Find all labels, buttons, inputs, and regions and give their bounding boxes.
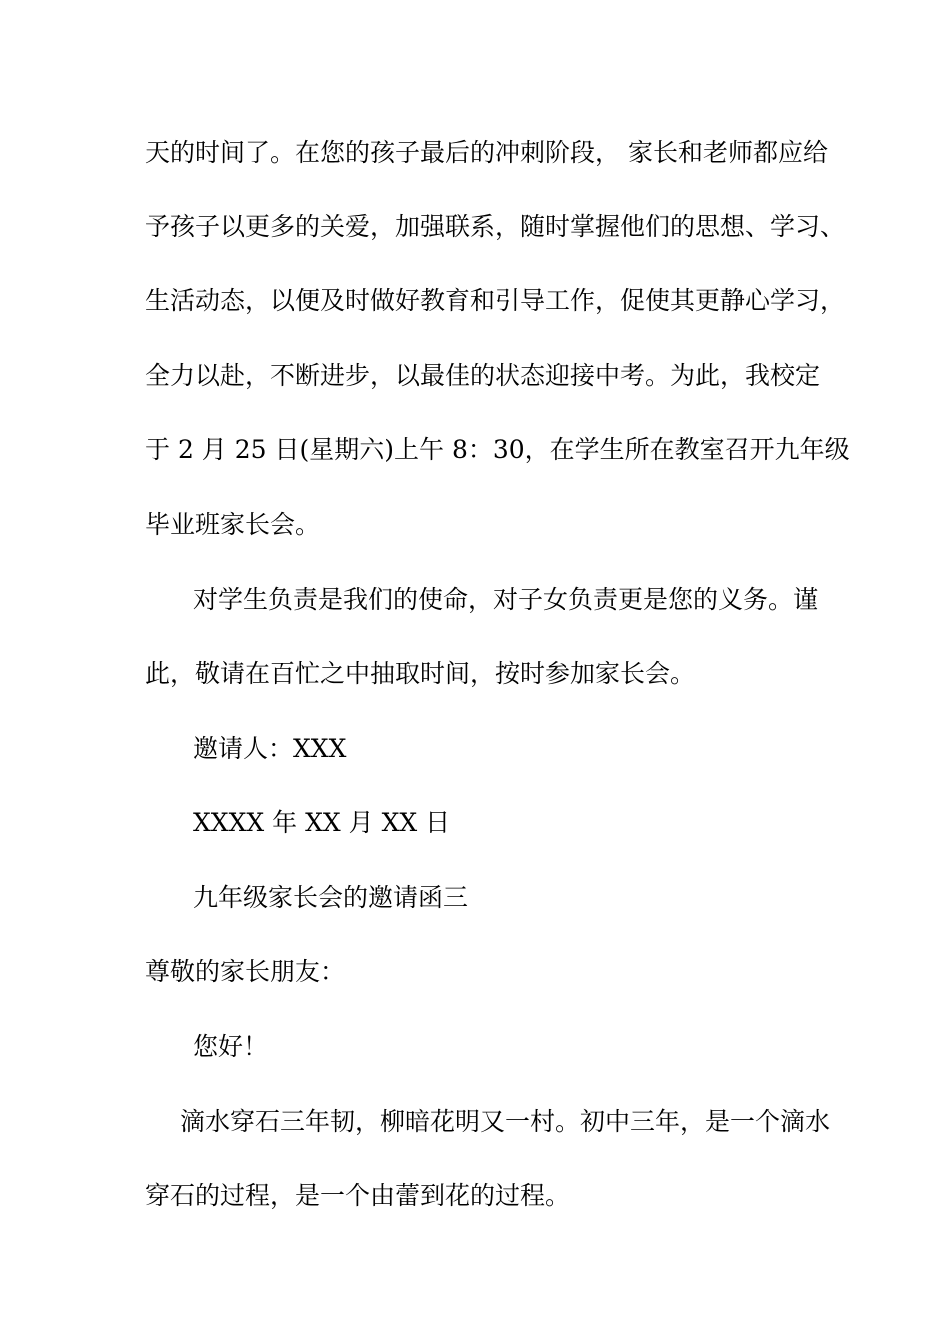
body-line-14: 滴水穿石三年韧，柳暗花明又一村。初中三年，是一个滴水 bbox=[180, 1107, 831, 1136]
body-line-8: 此，敬请在百忙之中抽取时间，按时参加家长会。 bbox=[145, 659, 696, 688]
date-line: XXXX 年 XX 月 XX 日 bbox=[193, 808, 451, 837]
greeting-line: 您好！ bbox=[193, 1032, 269, 1061]
body-line-3: 生活动态，以便及时做好教育和引导工作，促使其更静心学习， bbox=[145, 286, 846, 315]
body-line-7: 对学生负责是我们的使命，对子女负责更是您的义务。谨 bbox=[193, 585, 819, 614]
body-line-15: 穿石的过程，是一个由蕾到花的过程。 bbox=[145, 1181, 571, 1210]
body-line-2: 予孩子以更多的关爱，加强联系，随时掌握他们的思想、学习、 bbox=[145, 212, 846, 241]
section-heading: 九年级家长会的邀请函三 bbox=[193, 883, 469, 912]
body-line-4: 全力以赴，不断进步，以最佳的状态迎接中考。为此，我校定 bbox=[145, 361, 821, 390]
body-line-5: 于 2 月 25 日(星期六)上午 8：30，在学生所在教室召开九年级 bbox=[145, 435, 850, 464]
body-line-6: 毕业班家长会。 bbox=[145, 510, 321, 539]
salutation-line: 尊敬的家长朋友： bbox=[145, 957, 346, 986]
inviter-line: 邀请人：XXX bbox=[193, 734, 347, 763]
body-line-1: 天的时间了。在您的孩子最后的冲刺阶段， 家长和老师都应给 bbox=[145, 138, 828, 167]
